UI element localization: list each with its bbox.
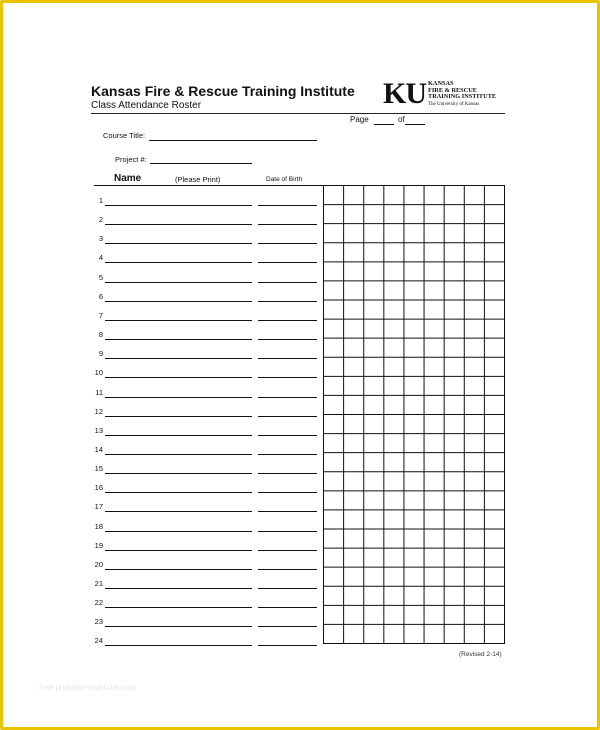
table-row [89, 474, 319, 493]
table-row [89, 206, 319, 225]
table-row [89, 379, 319, 398]
row-number: 15 [94, 464, 103, 474]
row-number: 22 [94, 598, 103, 608]
page-label: Page [350, 115, 369, 124]
table-row [89, 321, 319, 340]
project-number-field[interactable] [150, 163, 252, 164]
table-row [89, 627, 319, 646]
table-row [89, 244, 319, 263]
table-row [89, 436, 319, 455]
ku-logo-subtext: The University of Kansas [428, 102, 480, 107]
table-row [89, 493, 319, 512]
row-number: 18 [94, 521, 103, 531]
table-row [89, 570, 319, 589]
table-row [89, 359, 319, 378]
name-column-header: Name [114, 173, 142, 184]
table-row [89, 417, 319, 436]
logo-line-1: KANSAS [428, 80, 454, 87]
row-number: 2 [98, 215, 103, 225]
dob-column-header: Date of Birth [266, 176, 303, 183]
table-row [89, 398, 319, 417]
row-number: 10 [94, 368, 103, 378]
row-number: 11 [95, 387, 103, 397]
attendance-grid[interactable] [323, 185, 505, 644]
table-row [89, 302, 319, 321]
row-number: 20 [94, 559, 103, 569]
row-number: 6 [98, 291, 103, 301]
document-subtitle: Class Attendance Roster [91, 100, 202, 111]
row-number: 14 [94, 444, 103, 454]
ku-logo [383, 77, 507, 111]
row-number: 19 [94, 540, 103, 550]
watermark: free-printable-calendar.com [39, 683, 137, 692]
table-row [89, 532, 319, 551]
ku-logo-mark: KU [383, 77, 426, 110]
row-number: 17 [94, 502, 103, 512]
of-label: of [398, 115, 405, 124]
table-row [89, 187, 319, 206]
course-title-label: Course Title: [103, 131, 146, 140]
row-number: 9 [98, 349, 103, 359]
row-number: 16 [94, 483, 103, 493]
roster-page [3, 3, 597, 727]
table-row [89, 551, 319, 570]
row-number: 5 [98, 272, 103, 282]
table-row [89, 455, 319, 474]
please-print-note: (Please Print) [175, 175, 221, 184]
logo-line-2: FIRE & RESCUE [428, 86, 477, 94]
column-header-rule [94, 185, 323, 186]
table-row [89, 340, 319, 359]
course-title-field[interactable] [149, 140, 317, 141]
row-number: 1 [98, 196, 103, 205]
row-number: 12 [94, 406, 103, 416]
row-number: 13 [94, 425, 103, 435]
dob-field[interactable] [258, 645, 317, 646]
table-row [89, 225, 319, 244]
project-number-label: Project #: [115, 155, 147, 164]
row-number: 21 [94, 579, 103, 588]
name-field[interactable] [105, 645, 252, 646]
row-number: 8 [98, 330, 103, 340]
row-number: 3 [98, 234, 103, 244]
row-number: 23 [94, 617, 103, 627]
ku-logo-text [428, 81, 496, 101]
row-number: 24 [94, 636, 103, 646]
document-title: Kansas Fire & Rescue Training Institute [91, 83, 355, 99]
row-number: 4 [98, 253, 103, 263]
revision-note: (Revised 2-14) [459, 651, 502, 658]
page-number-field[interactable] [374, 124, 394, 125]
header-rule [91, 113, 505, 114]
table-row [89, 608, 319, 627]
logo-line-3: TRAINING INSTITUTE [428, 93, 497, 101]
table-row [89, 264, 319, 283]
table-row [89, 283, 319, 302]
row-number: 7 [98, 310, 103, 320]
table-row [89, 513, 319, 532]
page-total-field[interactable] [405, 124, 425, 125]
table-row [89, 589, 319, 608]
